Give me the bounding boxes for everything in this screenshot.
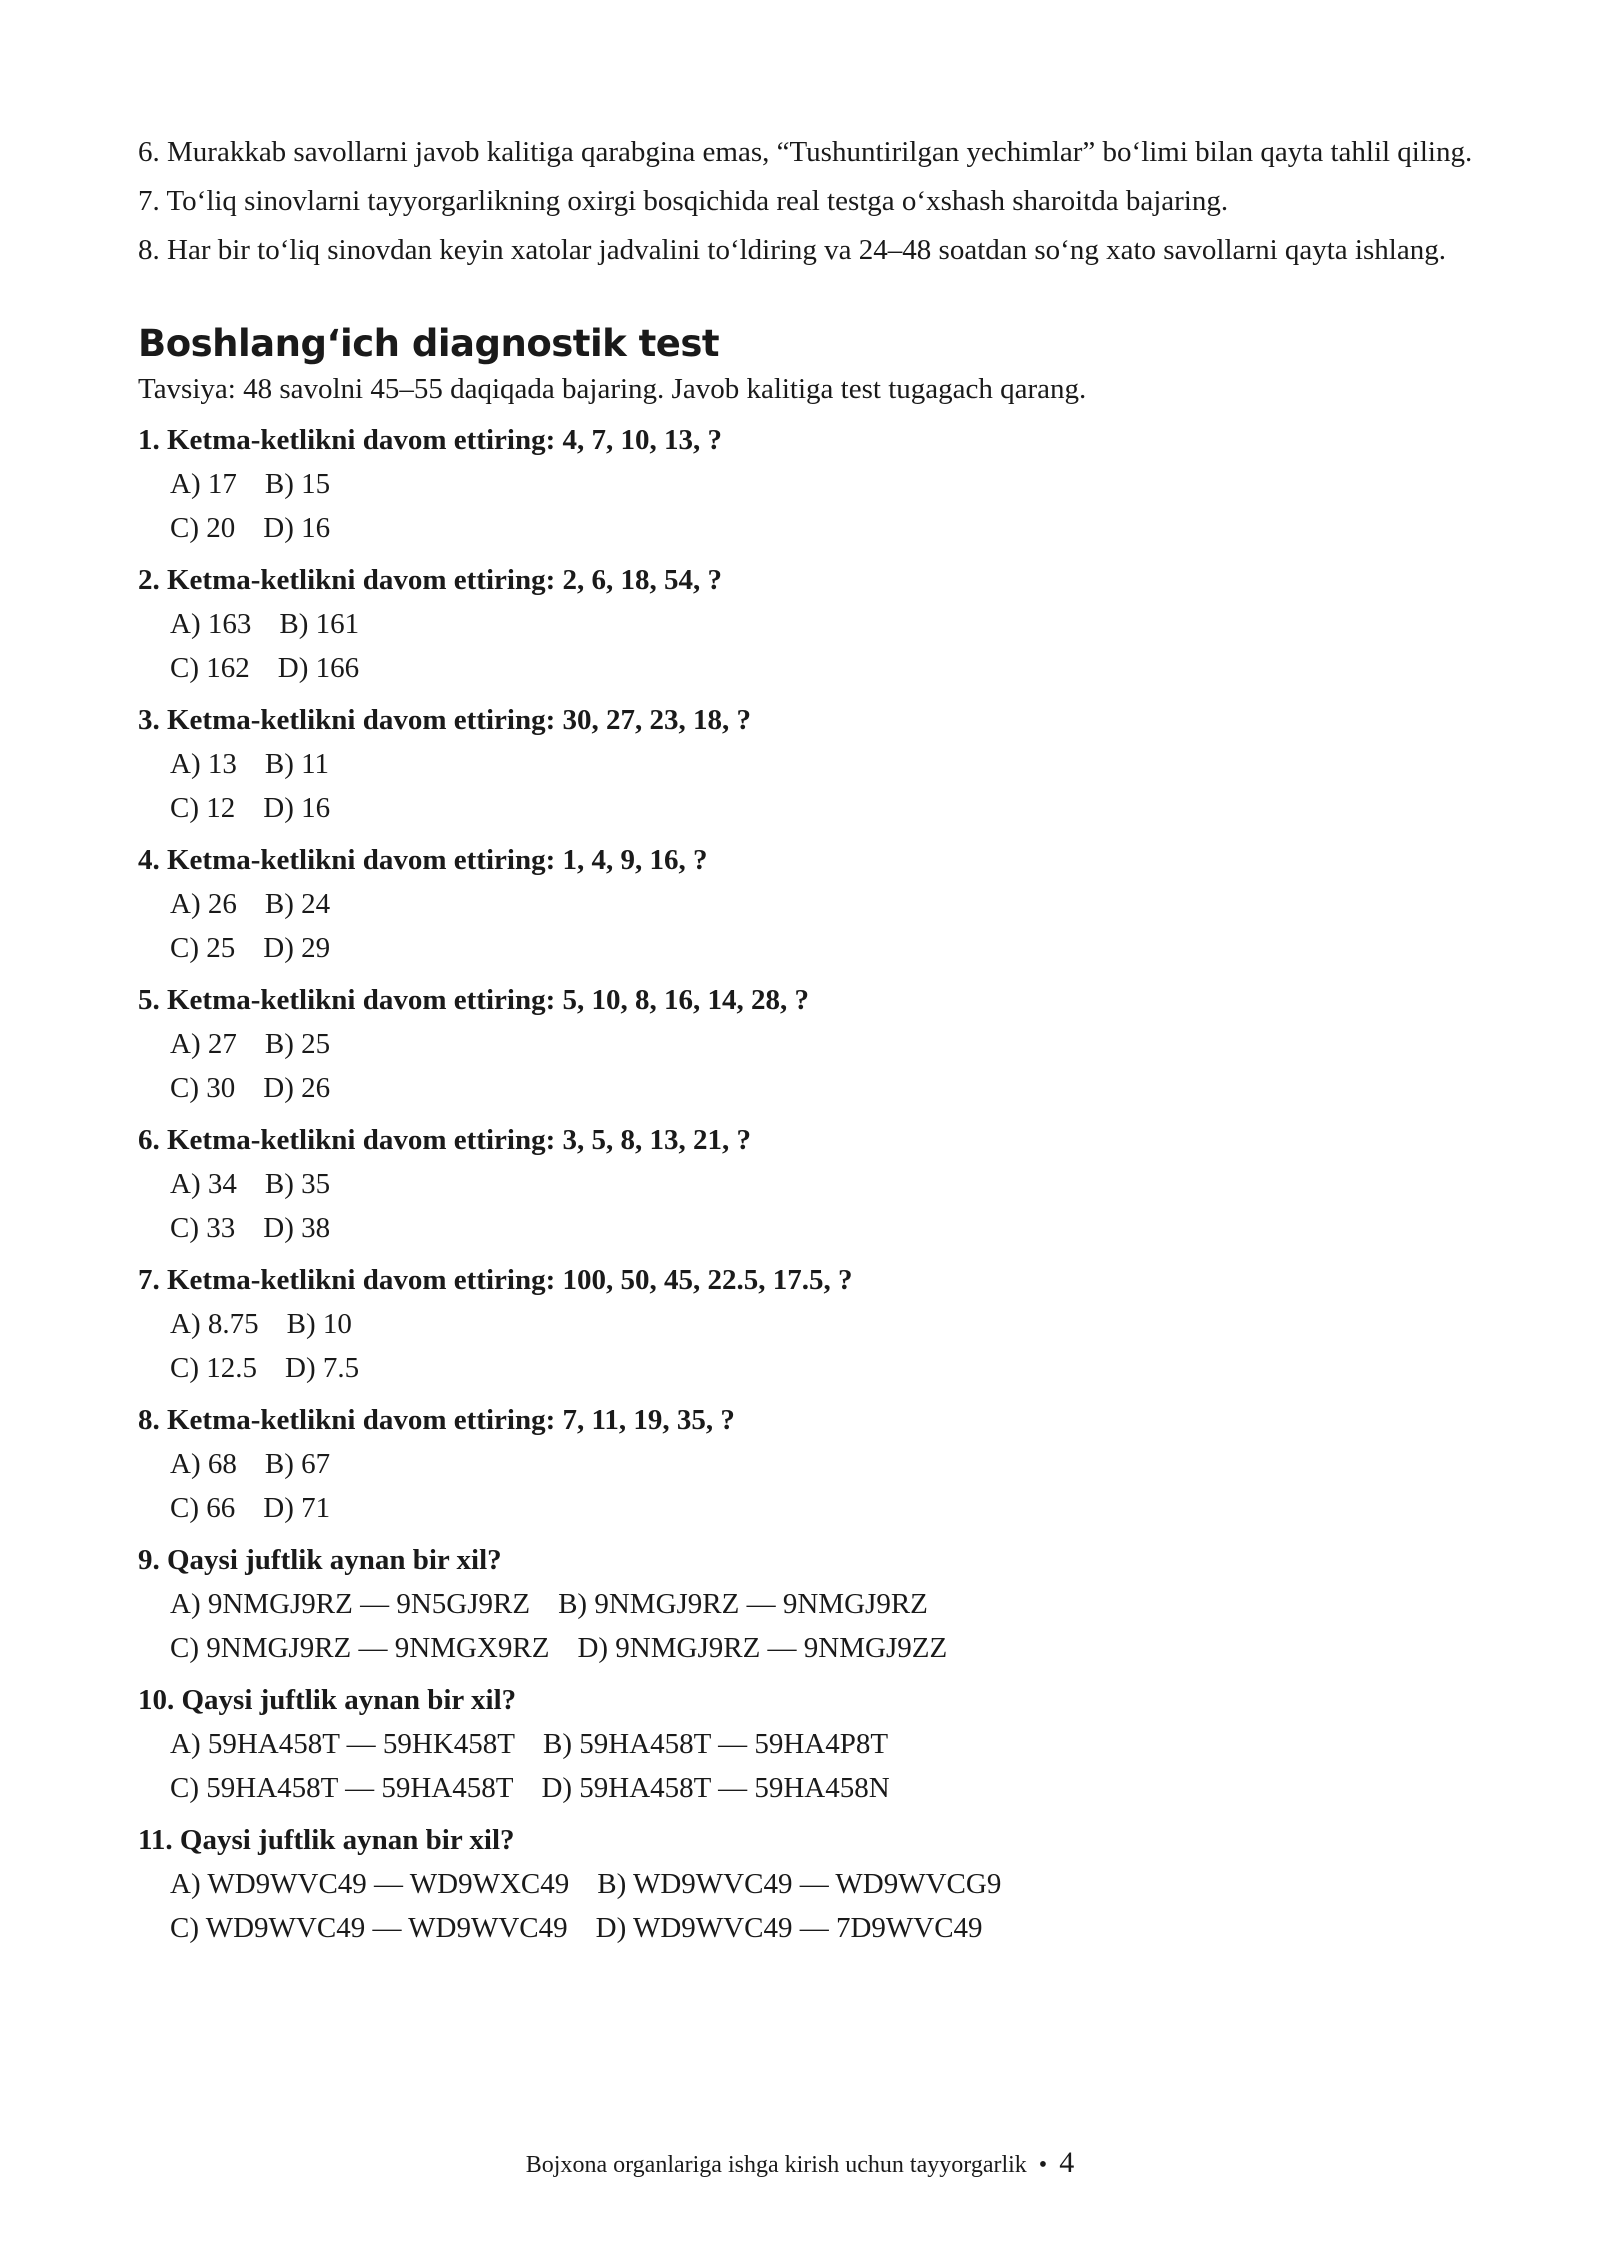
answer-option: B) 9NMGJ9RZ — 9NMGJ9RZ (558, 1588, 928, 1620)
answer-option: D) 7.5 (285, 1352, 360, 1384)
question-item (138, 840, 1478, 968)
answer-option: A) 59HA458T — 59HK458T (170, 1728, 516, 1760)
answer-option: B) 25 (264, 1028, 331, 1060)
answer-option: A) 13 (170, 748, 237, 780)
answer-option: D) 59HA458T — 59HA458N (541, 1772, 890, 1804)
answer-options-row (138, 464, 1478, 504)
answer-option: A) 163 (170, 608, 252, 640)
question-title: 4. Ketma-ketlikni davom ettiring: 1, 4, 9, 16, ? (138, 844, 708, 876)
answer-option: D) 26 (263, 1072, 331, 1104)
answer-option: A) 27 (170, 1028, 237, 1060)
answer-option: A) 17 (170, 468, 237, 500)
answer-options-row (138, 1024, 1478, 1064)
question-item (138, 700, 1478, 828)
answer-option: D) 38 (263, 1212, 331, 1244)
answer-options-row (138, 928, 1478, 968)
question-title: 6. Ketma-ketlikni davom ettiring: 3, 5, 8, 13, 21, ? (138, 1124, 751, 1156)
answer-option: D) 71 (263, 1492, 331, 1524)
answer-option: B) 24 (264, 888, 331, 920)
answer-options-row (138, 744, 1478, 784)
answer-options-row (138, 1444, 1478, 1484)
question-item (138, 1120, 1478, 1248)
intro-item-7: 7. To‘liq sinovlarni tayyorgarlikning oxirgi bosqichida real testga o‘xshash sharoitda bajaring. (138, 185, 1229, 217)
question-title: 2. Ketma-ketlikni davom ettiring: 2, 6, 18, 54, ? (138, 564, 722, 596)
intro-item-8: 8. Har bir to‘liq sinovdan keyin xatolar jadvalini to‘ldiring va 24–48 soatdan so‘ng xato savollarni qayta ishlang. (138, 234, 1446, 266)
answer-option: D) 29 (263, 932, 331, 964)
answer-options-row (138, 604, 1478, 644)
answer-option: C) 30 (170, 1072, 236, 1104)
answer-option: B) 67 (264, 1448, 331, 1480)
question-item (138, 1680, 1478, 1808)
answer-option: A) 8.75 (170, 1308, 259, 1340)
answer-options-row (138, 1584, 1478, 1624)
answer-option: C) 59HA458T — 59HA458T (170, 1772, 514, 1804)
question-title: 5. Ketma-ketlikni davom ettiring: 5, 10, 8, 16, 14, 28, ? (138, 984, 809, 1016)
page-number: 4 (1059, 2146, 1075, 2179)
question-title: 7. Ketma-ketlikni davom ettiring: 100, 50, 45, 22.5, 17.5, ? (138, 1264, 853, 1296)
answer-option: B) 59HA458T — 59HA4P8T (543, 1728, 889, 1760)
question-item (138, 1400, 1478, 1528)
answer-options-row (138, 1208, 1478, 1248)
question-title: 11. Qaysi juftlik aynan bir xil? (138, 1824, 515, 1856)
answer-option: C) 66 (170, 1492, 236, 1524)
answer-option: C) 33 (170, 1212, 236, 1244)
footer-title: Bojxona organlariga ishga kirish uchun tayyorgarlik (525, 2152, 1027, 2178)
question-title: 3. Ketma-ketlikni davom ettiring: 30, 27, 23, 18, ? (138, 704, 751, 736)
answer-option: D) WD9WVC49 — 7D9WVC49 (595, 1912, 983, 1944)
intro-item-6: 6. Murakkab savollarni javob kalitiga qarabgina emas, “Tushuntirilgan yechimlar” bo‘limi bilan qayta tahlil qiling. (138, 136, 1473, 168)
question-item (138, 980, 1478, 1108)
intro-list (138, 132, 1478, 271)
section-title: Boshlang‘ich diagnostik test (138, 322, 720, 365)
answer-option: D) 16 (263, 792, 331, 824)
question-item (138, 1820, 1478, 1948)
answer-options-row (138, 788, 1478, 828)
answer-options-row (138, 1488, 1478, 1528)
page-content (138, 132, 1478, 1960)
answer-options-row (138, 1724, 1478, 1764)
answer-option: B) 161 (279, 608, 360, 640)
answer-options-row (138, 1164, 1478, 1204)
answer-options-row (138, 1864, 1478, 1904)
answer-option: C) 20 (170, 512, 236, 544)
answer-options-row (138, 884, 1478, 924)
answer-option: A) 26 (170, 888, 237, 920)
answer-option: C) 12 (170, 792, 236, 824)
answer-option: C) WD9WVC49 — WD9WVC49 (170, 1912, 568, 1944)
question-title: 10. Qaysi juftlik aynan bir xil? (138, 1684, 517, 1716)
answer-options-row (138, 648, 1478, 688)
answer-option: D) 16 (263, 512, 331, 544)
answer-options-row (138, 1348, 1478, 1388)
section-advice: Tavsiya: 48 savolni 45–55 daqiqada bajaring. Javob kalitiga test tugagach qarang. (138, 373, 1087, 405)
answer-option: A) 34 (170, 1168, 237, 1200)
answer-options-row (138, 508, 1478, 548)
answer-options-row (138, 1068, 1478, 1108)
question-title: 1. Ketma-ketlikni davom ettiring: 4, 7, 10, 13, ? (138, 424, 722, 456)
answer-option: A) 68 (170, 1448, 237, 1480)
footer-bullet: • (1038, 2152, 1048, 2178)
question-title: 8. Ketma-ketlikni davom ettiring: 7, 11, 19, 35, ? (138, 1404, 735, 1436)
answer-option: C) 12.5 (170, 1352, 257, 1384)
answer-option: D) 9NMGJ9RZ — 9NMGJ9ZZ (577, 1632, 948, 1664)
answer-options-row (138, 1908, 1478, 1948)
answer-option: A) 9NMGJ9RZ — 9N5GJ9RZ (170, 1588, 531, 1620)
answer-option: C) 9NMGJ9RZ — 9NMGX9RZ (170, 1632, 550, 1664)
answer-option: C) 25 (170, 932, 236, 964)
question-item (138, 1260, 1478, 1388)
answer-options-row (138, 1304, 1478, 1344)
question-item (138, 420, 1478, 548)
answer-option: B) WD9WVC49 — WD9WVCG9 (597, 1868, 1002, 1900)
answer-option: B) 10 (286, 1308, 352, 1340)
answer-option: B) 15 (264, 468, 331, 500)
answer-options-row (138, 1628, 1478, 1668)
answer-option: D) 166 (277, 652, 360, 684)
question-list (138, 420, 1478, 1948)
question-item (138, 560, 1478, 688)
answer-option: B) 11 (264, 748, 330, 780)
answer-option: C) 162 (170, 652, 250, 684)
question-title: 9. Qaysi juftlik aynan bir xil? (138, 1544, 502, 1576)
answer-options-row (138, 1768, 1478, 1808)
question-item (138, 1540, 1478, 1668)
answer-option: B) 35 (264, 1168, 331, 1200)
page-footer (0, 2148, 1600, 2180)
answer-option: A) WD9WVC49 — WD9WXC49 (170, 1868, 570, 1900)
